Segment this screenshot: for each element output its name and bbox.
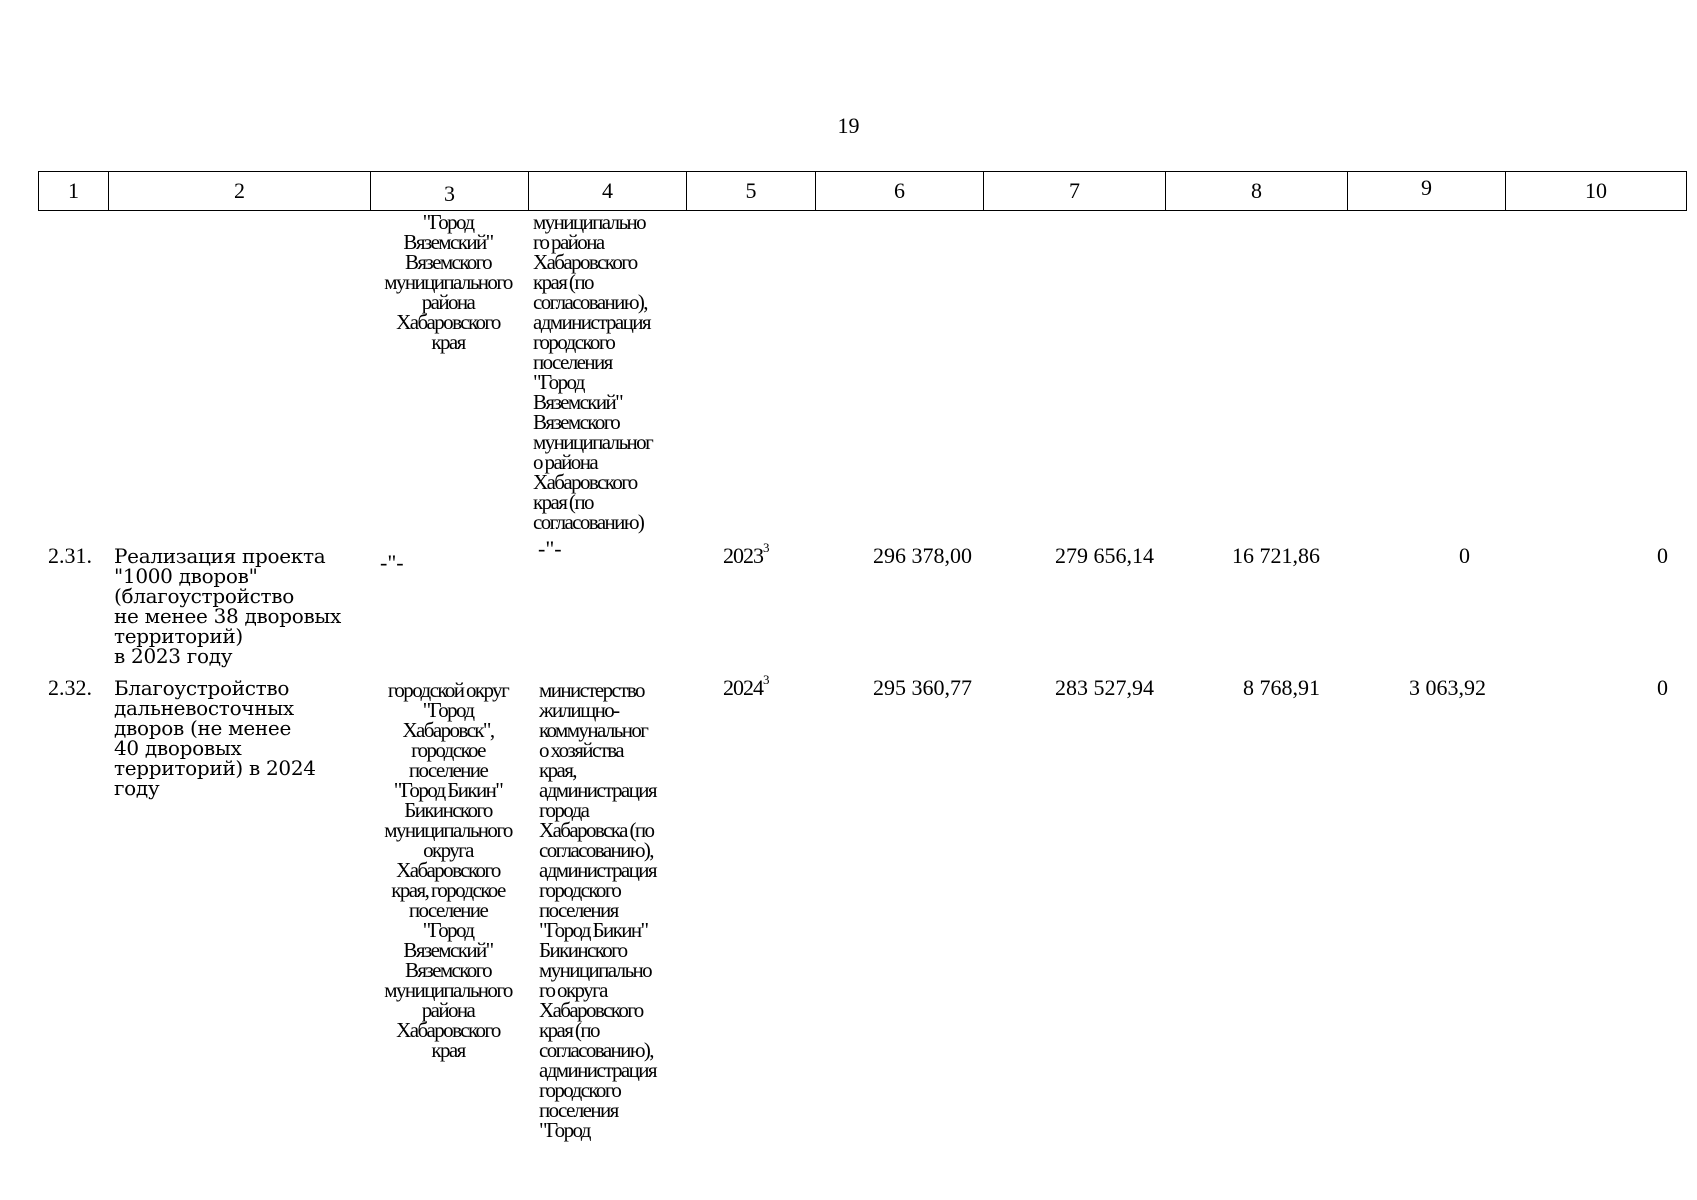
text-line: городского [539, 878, 621, 902]
text-line: администрация [533, 310, 650, 334]
local-amount: 0 [1459, 543, 1470, 568]
text-line: согласованию), [533, 290, 647, 314]
column-header-8: 8 [1166, 172, 1348, 210]
text-line: Бикинского [539, 938, 627, 962]
text-line: Хабаровского [396, 858, 500, 882]
text-line: Хабаровского [396, 310, 500, 334]
text-line: Благоустройство [114, 676, 290, 700]
federal-amount: 279 656,14 [1055, 543, 1154, 568]
other-amount: 0 [1657, 543, 1668, 568]
text-line: "Город [422, 918, 474, 942]
task-description [114, 546, 354, 666]
year-footnote-marker: 3 [763, 540, 769, 555]
text-line: "Город Бикин" [539, 918, 648, 942]
total-amount: 296 378,00 [873, 543, 972, 568]
text-line: городской округ [387, 678, 509, 702]
text-line: территорий) [114, 624, 243, 648]
text-line: "Город Бикин" [393, 778, 503, 802]
text-line: поселения [539, 1098, 618, 1122]
text-line: муниципального [384, 978, 512, 1002]
text-line: министерство [539, 678, 644, 702]
text-line: городского [539, 1078, 621, 1102]
text-line: поселения [539, 898, 618, 922]
text-line: муниципальног [533, 430, 653, 454]
text-line: края (по [533, 270, 593, 294]
text-line: согласованию), [539, 838, 653, 862]
task-description [114, 678, 354, 798]
text-line: о хозяйства [539, 738, 624, 762]
participant-municipalities [372, 680, 524, 1060]
total-amount: 295 360,77 [873, 675, 972, 700]
text-line: Хабаровского [539, 998, 643, 1022]
text-line: муниципального [384, 270, 512, 294]
continuation-col3-text [372, 212, 524, 352]
text-line: муниципального [384, 818, 512, 842]
year-value: 2023 [723, 543, 763, 568]
year-value: 2024 [723, 675, 763, 700]
text-line: городского [533, 330, 615, 354]
text-line: дальневосточных [114, 696, 294, 720]
year-cell [723, 540, 769, 569]
text-line: края (по [539, 1018, 599, 1042]
row-number: 2.31. [48, 543, 92, 568]
text-line: "1000 дворов" [114, 564, 258, 588]
text-line: "Город [422, 698, 474, 722]
column-header-4: 4 [529, 172, 687, 210]
text-line: Вяземский" [533, 390, 623, 414]
text-line: администрация [539, 778, 656, 802]
text-line: поселение [408, 898, 488, 922]
continuation-col4-text [533, 212, 683, 532]
text-line: Вяземского [404, 958, 492, 982]
text-line: согласованию) [533, 510, 644, 534]
text-line: Бикинского [404, 798, 492, 822]
text-line: Хабаровского [396, 1018, 500, 1042]
text-line: Хабаровск", [402, 718, 494, 742]
text-line: края [431, 330, 465, 354]
text-line: Реализация проекта [114, 544, 326, 568]
text-line: поселения [533, 350, 612, 374]
column-header-3: 3 [371, 172, 529, 210]
text-line: края, [539, 758, 576, 782]
local-amount: 3 063,92 [1409, 675, 1486, 700]
text-line: края [431, 1038, 465, 1062]
federal-amount: 283 527,94 [1055, 675, 1154, 700]
text-line: района [421, 998, 475, 1022]
text-line: края (по [533, 490, 593, 514]
text-line: "Город [533, 370, 584, 394]
participant-ditto: -"- [380, 550, 404, 575]
text-line: Хабаровского [533, 470, 637, 494]
text-line: района [421, 290, 475, 314]
executor-ditto: -"- [538, 536, 562, 561]
text-line: году [114, 776, 160, 800]
text-line: Хабаровска (по [539, 818, 654, 842]
regional-amount: 8 768,91 [1243, 675, 1320, 700]
text-line: городское [411, 738, 485, 762]
text-line: края, городское [391, 878, 505, 902]
year-cell [723, 672, 769, 701]
text-line: округа [423, 838, 473, 862]
text-line: го района [533, 230, 604, 254]
column-header-6: 6 [816, 172, 984, 210]
text-line: Вяземского [533, 410, 620, 434]
text-line: согласованию), [539, 1038, 653, 1062]
regional-amount: 16 721,86 [1232, 543, 1320, 568]
text-line: поселение [408, 758, 488, 782]
other-amount: 0 [1657, 675, 1668, 700]
column-header-2: 2 [109, 172, 371, 210]
row-number: 2.32. [48, 675, 92, 700]
text-line: администрация [539, 1058, 656, 1082]
text-line: Вяземского [404, 250, 492, 274]
text-line: Хабаровского [533, 250, 637, 274]
text-line: 40 дворовых [114, 736, 242, 760]
text-line: города [539, 798, 589, 822]
column-header-10: 10 [1585, 178, 1607, 203]
text-line: Вяземский" [403, 230, 493, 254]
text-line: в 2023 году [114, 644, 233, 668]
column-header-7: 7 [984, 172, 1166, 210]
column-header-1: 1 [39, 172, 109, 210]
text-line: территорий) в 2024 [114, 756, 316, 780]
text-line: "Город [422, 210, 474, 234]
text-line: не менее 38 дворовых [114, 604, 341, 628]
year-footnote-marker: 3 [763, 672, 769, 687]
text-line: администрация [539, 858, 656, 882]
text-line: го округа [539, 978, 607, 1002]
text-line: жилищно- [539, 698, 619, 722]
responsible-executors [539, 680, 689, 1140]
text-line: (благоустройство [114, 584, 294, 608]
column-header-5: 5 [687, 172, 816, 210]
text-line: коммунальног [539, 718, 648, 742]
table-header-row [38, 171, 1687, 211]
text-line: муниципально [533, 210, 646, 234]
text-line: Вяземский" [403, 938, 493, 962]
text-line: о района [533, 450, 598, 474]
text-line: муниципально [539, 958, 652, 982]
text-line: дворов (не менее [114, 716, 291, 740]
text-line: "Город [539, 1118, 590, 1142]
page-number: 19 [837, 113, 860, 138]
column-header-9: 9 [1348, 172, 1506, 210]
